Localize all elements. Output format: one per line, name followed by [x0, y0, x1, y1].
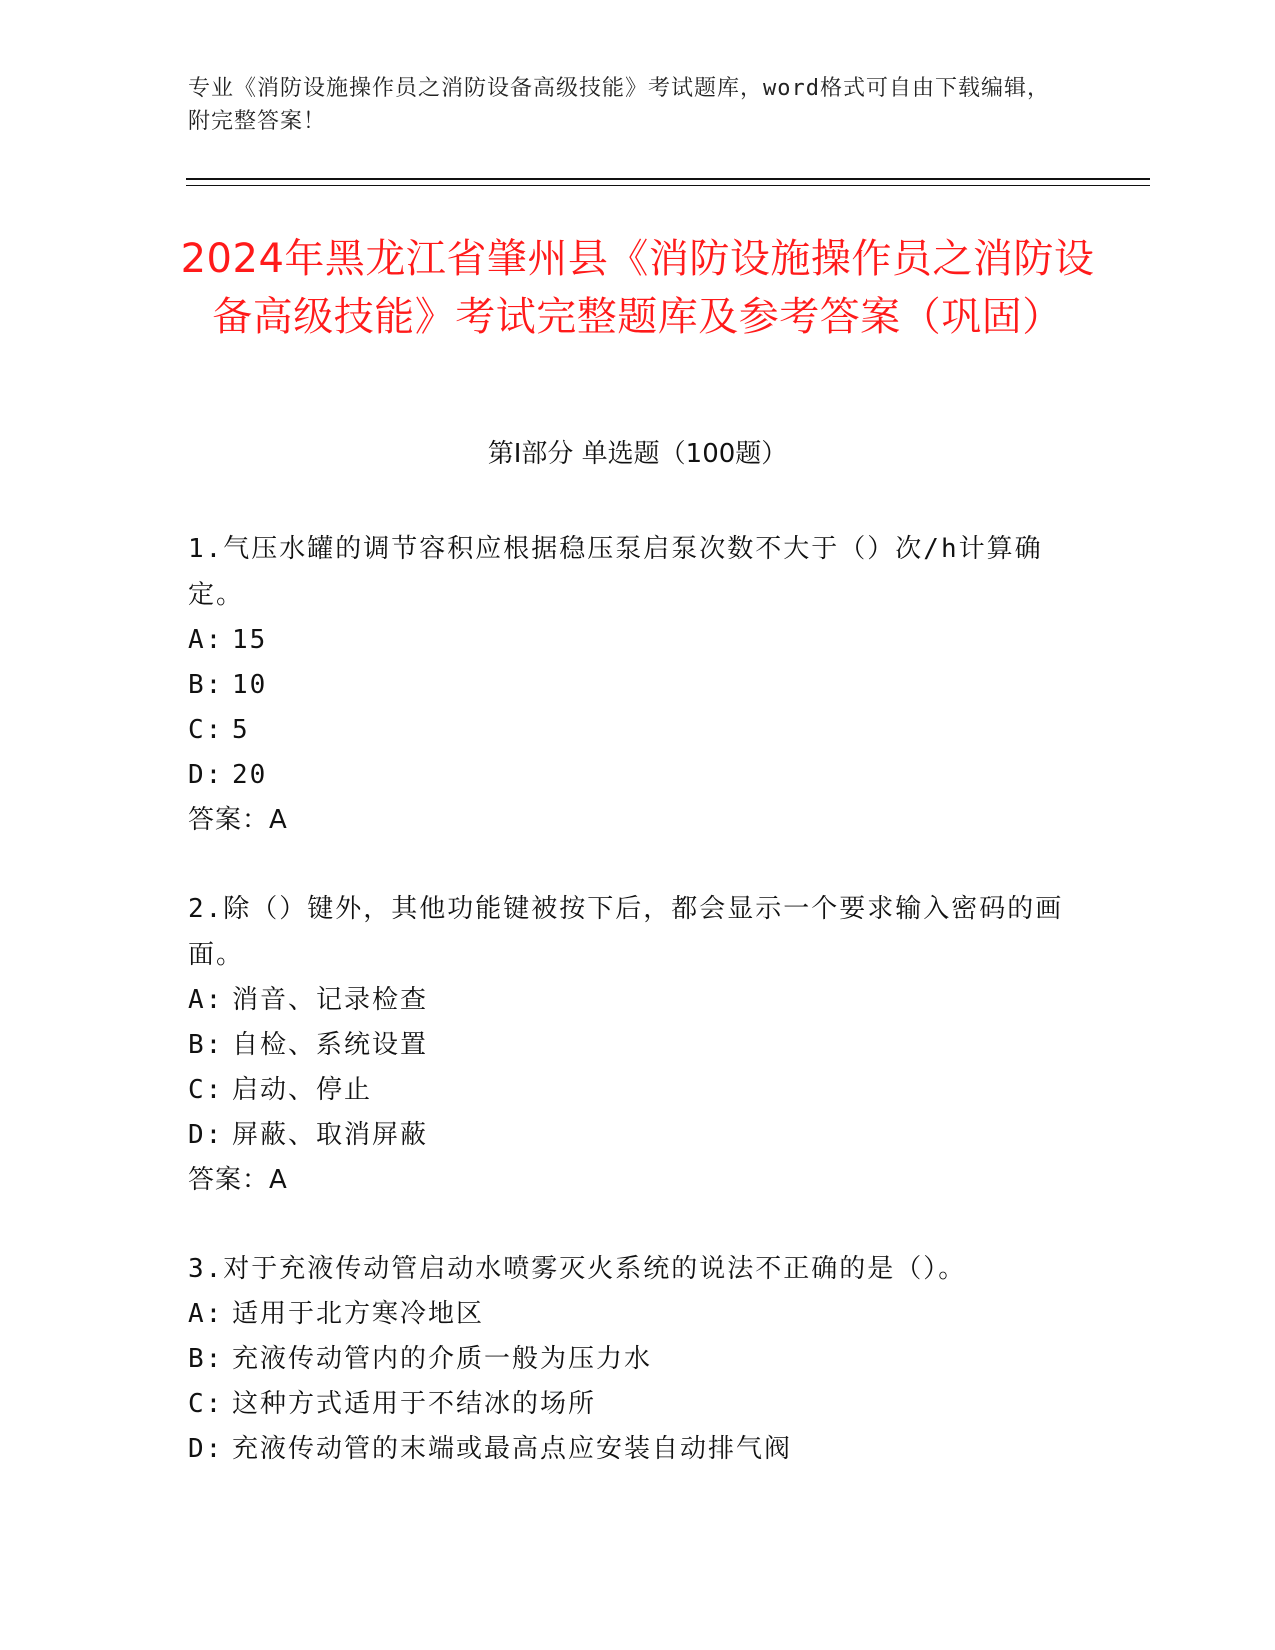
option-key: C:	[188, 715, 224, 745]
option-d	[188, 1113, 1078, 1158]
option-b	[188, 663, 1078, 708]
question-stem: 1.气压水罐的调节容积应根据稳压泵启泵次数不大于（）次/h计算确定。	[188, 534, 1043, 610]
question-list	[188, 526, 1078, 1515]
option-a	[188, 978, 1078, 1023]
question-stem: 3.对于充液传动管启动水喷雾灭火系统的说法不正确的是（）。	[188, 1254, 967, 1284]
option-key: D:	[188, 1434, 224, 1464]
option-a	[188, 618, 1078, 663]
option-text: 5	[232, 715, 250, 745]
option-text: 10	[232, 670, 268, 700]
option-text: 这种方式适用于不结冰的场所	[232, 1389, 597, 1419]
option-key: A:	[188, 625, 224, 655]
option-d	[188, 753, 1078, 798]
option-text: 20	[232, 760, 268, 790]
option-key: C:	[188, 1389, 224, 1419]
option-b	[188, 1023, 1078, 1068]
document-title: 2024年黑龙江省肇州县《消防设施操作员之消防设备高级技能》考试完整题库及参考答案（巩固）	[180, 236, 1095, 340]
option-text: 15	[232, 625, 268, 655]
option-key: A:	[188, 1299, 224, 1329]
option-key: D:	[188, 760, 224, 790]
question-3	[188, 1246, 1078, 1472]
option-d	[188, 1427, 1078, 1472]
option-text: 适用于北方寒冷地区	[232, 1299, 485, 1329]
option-c	[188, 708, 1078, 753]
option-c	[188, 1068, 1078, 1113]
option-key: A:	[188, 985, 224, 1015]
option-key: B:	[188, 670, 224, 700]
answer-line: 答案：A	[188, 1165, 288, 1195]
option-text: 自检、系统设置	[232, 1030, 429, 1060]
header-divider-thick	[186, 178, 1150, 180]
option-b	[188, 1337, 1078, 1382]
option-key: B:	[188, 1344, 224, 1374]
header-note: 专业《消防设施操作员之消防设备高级技能》考试题库，word格式可自由下载编辑，附完整答案！	[188, 76, 1050, 134]
option-text: 充液传动管内的介质一般为压力水	[232, 1344, 653, 1374]
option-a	[188, 1292, 1078, 1337]
option-text: 充液传动管的末端或最高点应安装自动排气阀	[232, 1434, 793, 1464]
header-divider-thin	[186, 185, 1150, 186]
option-key: D:	[188, 1120, 224, 1150]
option-c	[188, 1382, 1078, 1427]
question-2	[188, 886, 1078, 1203]
question-stem: 2.除（）键外，其他功能键被按下后，都会显示一个要求输入密码的画面。	[188, 894, 1064, 970]
option-key: C:	[188, 1075, 224, 1105]
answer-line: 答案：A	[188, 805, 288, 835]
question-1	[188, 526, 1078, 843]
option-text: 消音、记录检查	[232, 985, 429, 1015]
option-text: 屏蔽、取消屏蔽	[232, 1120, 429, 1150]
option-key: B:	[188, 1030, 224, 1060]
option-text: 启动、停止	[232, 1075, 373, 1105]
section-heading: 第I部分 单选题（100题）	[487, 439, 788, 469]
